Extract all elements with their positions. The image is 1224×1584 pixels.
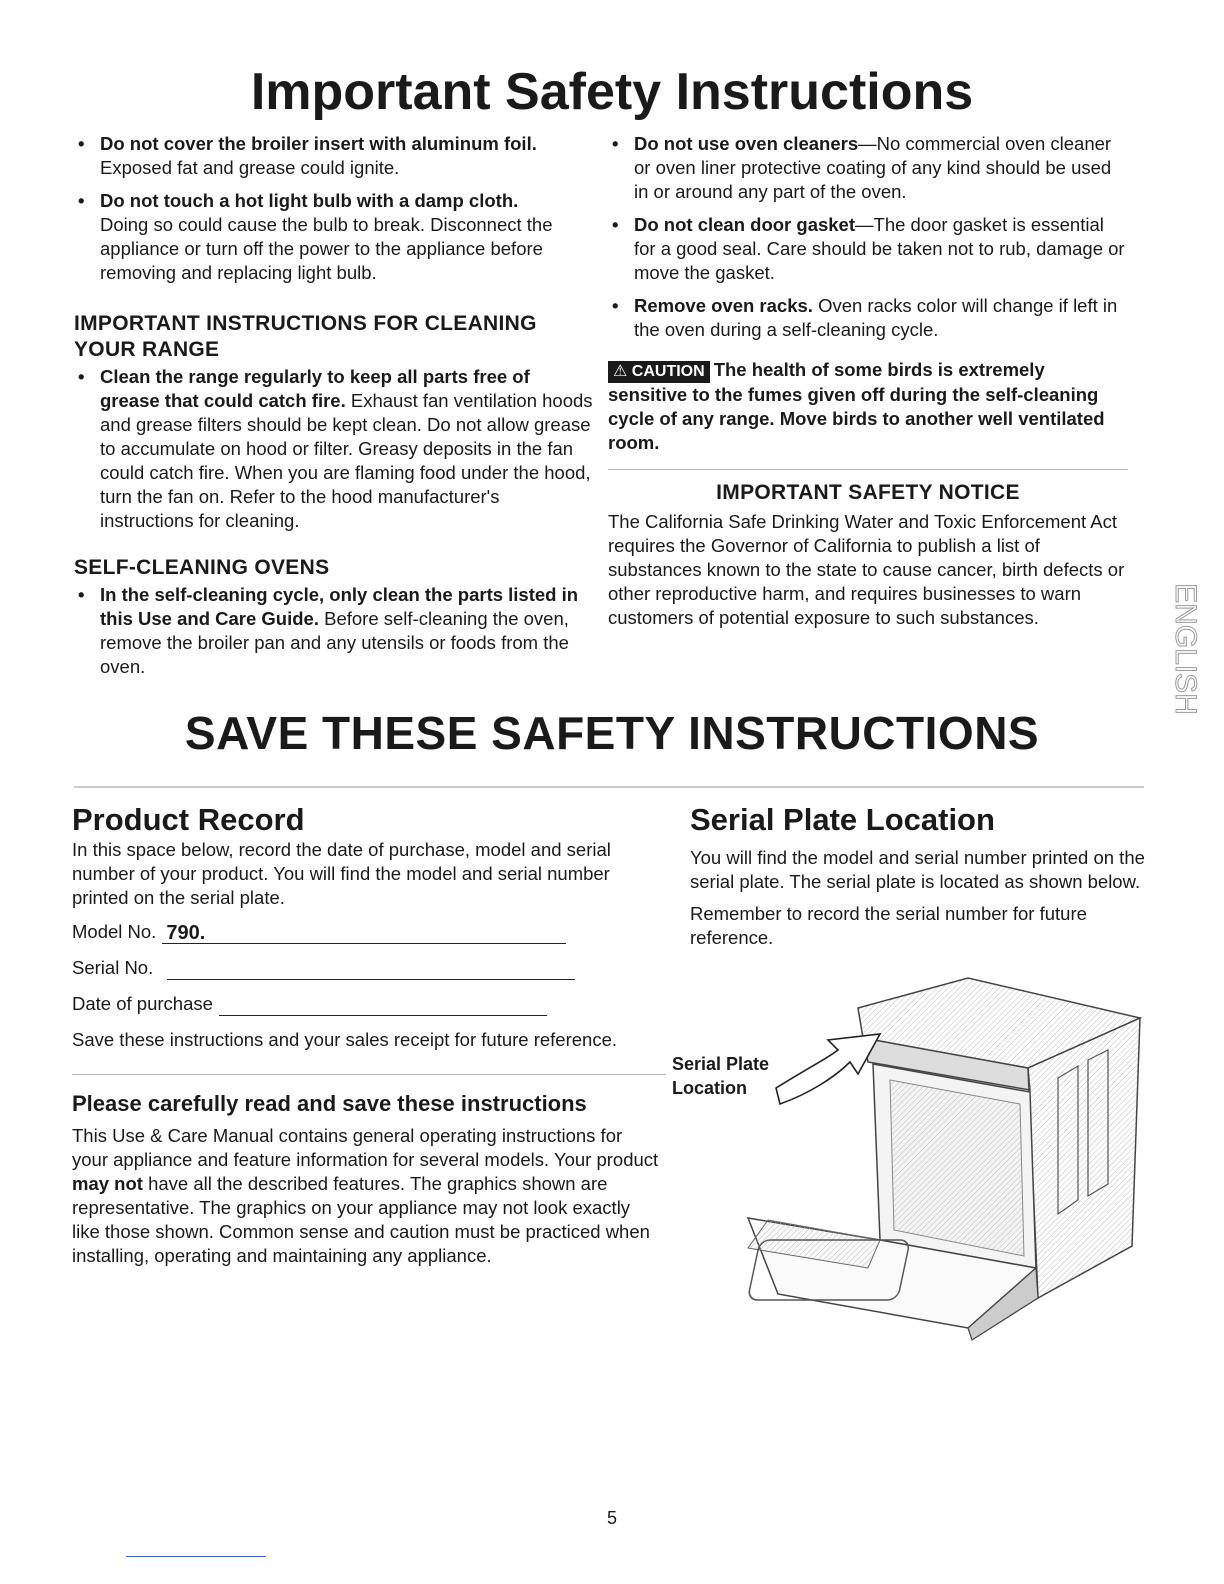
serial-plate-reminder: Remember to record the serial number for future reference. — [690, 903, 1087, 948]
bullet-oven-cleaners: • Do not use oven cleaners—No commercial oven cleaner or oven liner protective coating of any kind should be used in or around any part of the oven. — [612, 133, 1112, 202]
bullet-door-gasket: • Do not clean door gasket—The door gasket is essential for a good seal. Care should be taken not to rub, damage or move the gasket. — [612, 214, 1125, 283]
caution-badge: ⚠ CAUTION — [608, 361, 710, 383]
save-note: Save these instructions and your sales receipt for future reference. — [72, 1029, 618, 1050]
model-input[interactable]: 790. — [162, 923, 566, 944]
notice-heading: IMPORTANT SAFETY NOTICE — [716, 481, 1020, 504]
bullet-light-bulb: • Do not touch a hot light bulb with a damp cloth. Doing so could cause the bulb to break. Disconnect the appliance or turn off the power to the appliance before removing and replacing light bulb. — [78, 190, 553, 283]
english-side-tab — [1156, 583, 1202, 715]
bullet-self-clean: • In the self-cleaning cycle, only clean the parts listed in this Use and Care Guide. Before self-cleaning the oven, remove the broiler pan and any utensils or foods from the oven. — [78, 584, 579, 677]
page-title: Important Safety Instructions — [250, 63, 974, 121]
divider — [608, 469, 1128, 470]
bullet-oven-racks: • Remove oven racks. Oven racks color will change if left in the oven during a self-cleaning cycle. — [612, 295, 1118, 340]
cleaning-heading: IMPORTANT INSTRUCTIONS FOR CLEANING YOUR RANGE — [74, 312, 537, 361]
caution-block: ⚠ CAUTION The health of some birds is extremely sensitive to the fumes given off during the self-cleaning cycle of any range. Move birds to another well ventilated room. — [608, 359, 1105, 453]
serial-field: Serial No. — [72, 956, 660, 980]
read-text: This Use & Care Manual contains general operating instructions for your appliance and feature information for several models. Your product may not have all the described features. The graphics shown are representative. The graphics on your appliance may not look exactly like those shown. Common sense and caution must be practiced when installing, operating and maintaining any appliance. — [72, 1125, 659, 1266]
date-field: Date of purchase — [72, 992, 660, 1016]
serial-plate-text: You will find the model and serial number printed on the serial plate. The serial plate is located as shown below. — [690, 847, 1145, 892]
product-record-section — [72, 802, 660, 1052]
right-column — [608, 132, 1128, 630]
callout-line1: Serial Plate — [672, 1054, 770, 1074]
left-column — [74, 132, 594, 688]
read-section — [72, 1090, 662, 1268]
bullet-foil: • Do not cover the broiler insert with aluminum foil. Exposed fat and grease could ignite. — [78, 133, 537, 178]
serial-plate-heading: Serial Plate Location — [690, 802, 995, 837]
read-heading: Please carefully read and save these instructions — [72, 1091, 587, 1116]
product-record-heading: Product Record — [72, 802, 305, 837]
self-clean-heading: SELF-CLEANING OVENS — [74, 556, 330, 579]
serial-input[interactable] — [167, 959, 575, 980]
serial-plate-section — [690, 802, 1150, 950]
product-divider — [72, 1074, 666, 1075]
product-record-intro: In this space below, record the date of purchase, model and serial number of your product. You will find the model and serial number printed on the serial plate. — [72, 839, 611, 908]
save-banner: SAVE THESE SAFETY INSTRUCTIONS — [184, 707, 1040, 759]
callout-line2: Location — [672, 1078, 747, 1098]
notice-text: The California Safe Drinking Water and Toxic Enforcement Act requires the Governor of California to publish a list of substances known to the state to cause cancer, birth defects or other reproductive harm, and requires businesses to warn customers of potential exposure to such substances. — [608, 511, 1125, 628]
english-text: ENGLISH — [1169, 583, 1202, 715]
bullet-clean-range: • Clean the range regularly to keep all parts free of grease that could catch fire. Exhaust fan ventilation hoods and grease filters should be kept clean. Do not allow grease to accumulate on hood or filter. Greasy deposits in the fan could catch fire. When you are flaming food under the hood, turn the fan on. Refer to the hood manufacturer's instructions for cleaning. — [78, 366, 593, 531]
range-illustration — [668, 968, 1148, 1340]
section-divider — [74, 786, 1144, 788]
date-input[interactable] — [219, 995, 547, 1016]
page-number: 5 — [606, 1508, 617, 1528]
footer-rule — [126, 1556, 266, 1557]
model-field: Model No. 790. — [72, 920, 660, 944]
